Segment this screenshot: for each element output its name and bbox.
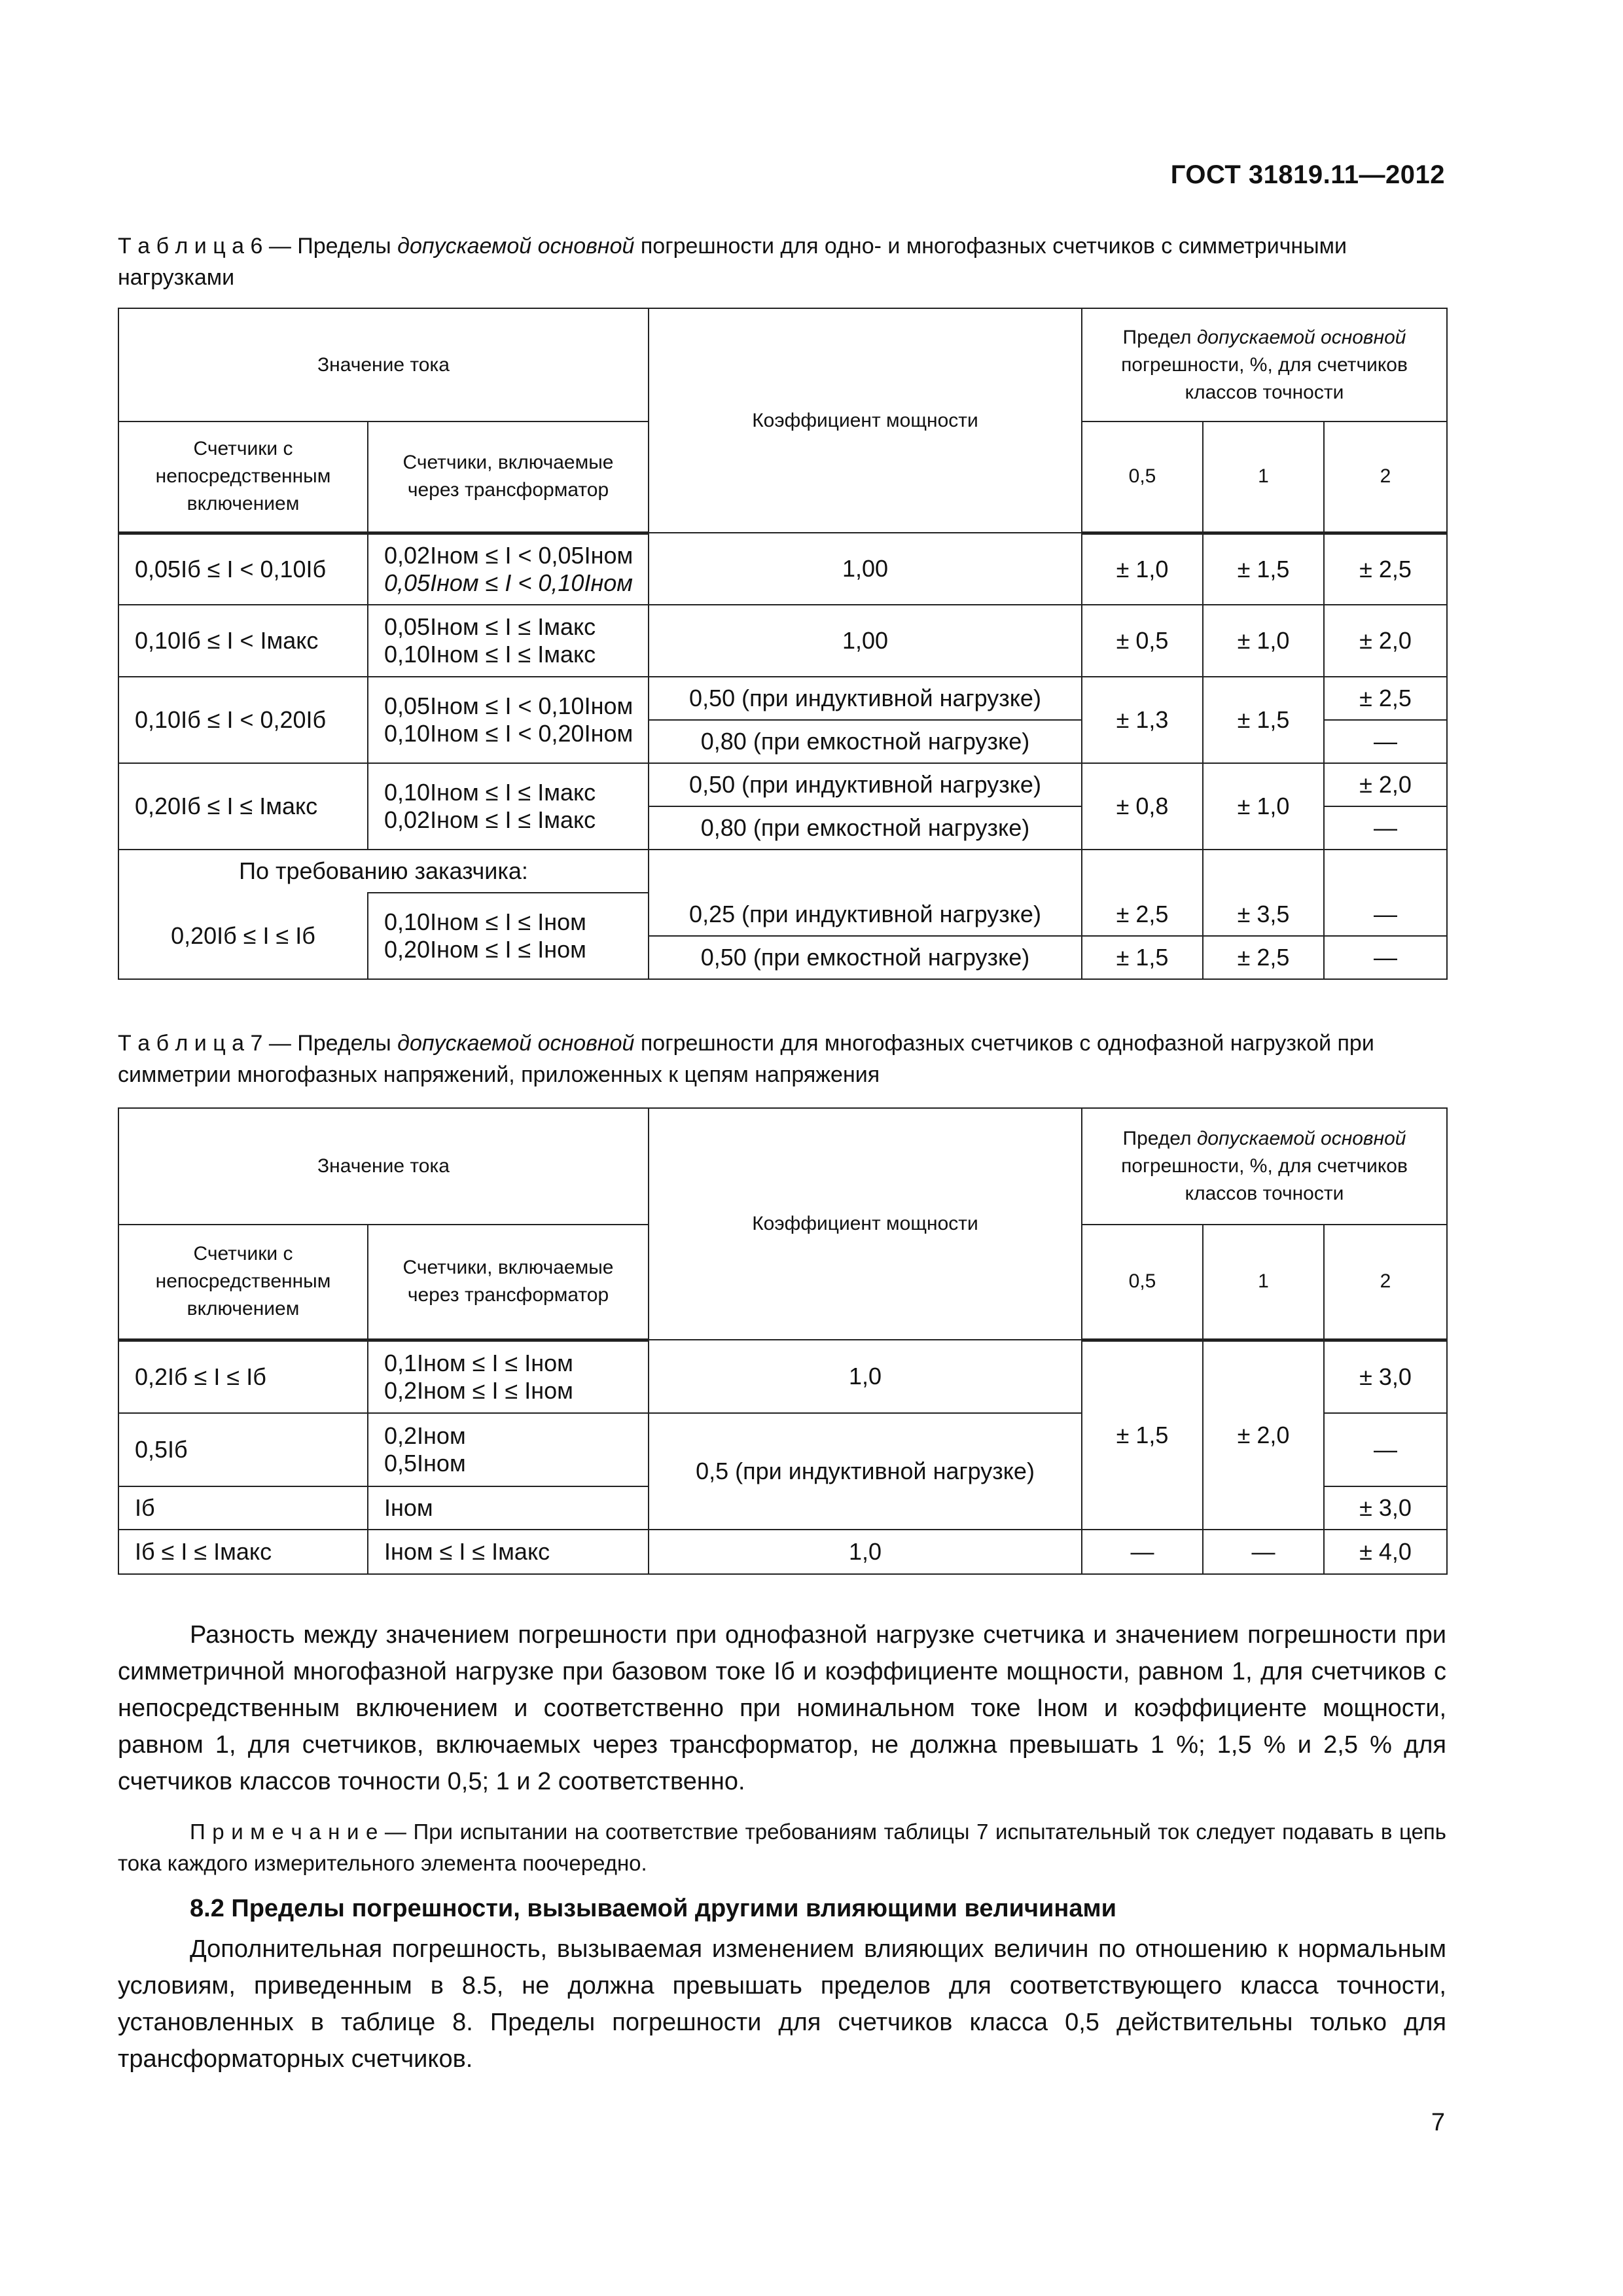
table6-caption-after: погрешности для одно- и многофазных счетчиков с симметричными нагрузками [118, 234, 1347, 290]
t7-r1-trans-b: 0,2Iном ≤ I ≤ Iном [384, 1376, 573, 1404]
t6-r2-trans-b: 0,10Iном ≤ I ≤ Iмакс [384, 641, 596, 668]
t6-r1-c2: ± 2,5 [1324, 533, 1447, 605]
t7-r3-transformer: Iном [368, 1486, 649, 1530]
t6-header-direct: Счетчики с непосредственным включением [118, 422, 368, 533]
t6-r5-c2-a: — [1324, 893, 1447, 936]
t6-r4-trans-a: 0,10Iном ≤ I ≤ Iмакс [384, 779, 596, 806]
t6-r5-pf-b: 0,50 (при емкостной нагрузке) [649, 936, 1082, 979]
t6-r1-trans-a: 0,02Iном ≤ I < 0,05Iном [384, 541, 633, 569]
t7-header-limit-italic: допускаемой основной [1196, 1128, 1406, 1149]
table6-caption-label: Т а б л и ц а 6 [118, 234, 263, 259]
t6-r3-direct: 0,10Iб ≤ I < 0,20Iб [118, 677, 368, 763]
t6-r4-c05: ± 0,8 [1082, 763, 1203, 850]
note [118, 1816, 1446, 1879]
t6-r2-c2: ± 2,0 [1324, 605, 1447, 677]
t7-r4-pf: 1,0 [649, 1530, 1082, 1574]
table6-caption-before: — Пределы [262, 234, 398, 259]
t6-r1-c05: ± 1,0 [1082, 533, 1203, 605]
t6-header-class-1: 1 [1203, 422, 1324, 533]
t6-header-transformer: Счетчики, включаемые через трансформатор [368, 422, 649, 533]
t6-r2-c05: ± 0,5 [1082, 605, 1203, 677]
t7-header-limit-2: погрешности, %, для счетчиков классов точности [1121, 1155, 1408, 1204]
t7-header-limit [1082, 1108, 1447, 1225]
note-label: П р и м е ч а н и е [190, 1820, 378, 1844]
t6-header-class-2: 2 [1324, 422, 1447, 533]
t7-header-direct: Счетчики с непосредственным включением [118, 1225, 368, 1340]
t7-r2-transformer [368, 1413, 649, 1486]
t7-r4-direct: Iб ≤ I ≤ Iмакс [118, 1530, 368, 1574]
t7-r4-c1: — [1203, 1530, 1324, 1574]
t7-header-limit-1: Предел [1122, 1128, 1197, 1149]
t7-r23-pf: 0,5 (при индуктивной нагрузке) [649, 1413, 1082, 1530]
t6-r3-c2-a: ± 2,5 [1324, 677, 1447, 720]
t6-r5-c1-a: ± 3,5 [1203, 893, 1324, 936]
t6-r4-direct: 0,20Iб ≤ I ≤ Iмакс [118, 763, 368, 850]
document-code: ГОСТ 31819.11—2012 [1170, 160, 1445, 189]
t7-c05-merged: ± 1,5 [1082, 1340, 1203, 1530]
t7-c1-merged: ± 2,0 [1203, 1340, 1324, 1530]
t6-r2-c1: ± 1,0 [1203, 605, 1324, 677]
t6-r1-transformer [368, 533, 649, 605]
t6-r3-c1: ± 1,5 [1203, 677, 1324, 763]
table7-caption-italic: допускаемой основной [397, 1031, 635, 1056]
t7-r2-trans-a: 0,2Iном [384, 1422, 466, 1449]
note-text: — При испытании на соответствие требованиям таблицы 7 испытательный ток следует подавать в цепь тока каждого измерительного элемента поочередно. [118, 1820, 1446, 1875]
t7-header-power-factor: Коэффициент мощности [649, 1108, 1082, 1340]
t6-r5-trans-b: 0,20Iном ≤ I ≤ Iном [384, 936, 586, 963]
t6-header-limit [1082, 308, 1447, 422]
t6-r2-trans-a: 0,05Iном ≤ I ≤ Iмакс [384, 613, 596, 640]
t6-r4-pf-b: 0,80 (при емкостной нагрузке) [649, 806, 1082, 850]
t6-header-power-factor: Коэффициент мощности [649, 308, 1082, 533]
t7-r2-c2: — [1324, 1413, 1447, 1486]
t6-header-class-05: 0,5 [1082, 422, 1203, 533]
t7-r4-transformer: Iном ≤ I ≤ Iмакс [368, 1530, 649, 1574]
t6-r5-blank-c2 [1324, 850, 1447, 893]
t6-r1-trans-b: 0,05Iном ≤ I < 0,10Iном [384, 569, 633, 596]
t6-r4-c2-a: ± 2,0 [1324, 763, 1447, 806]
t7-header-class-1: 1 [1203, 1225, 1324, 1340]
t6-header-limit-2: погрешности, %, для счетчиков классов точности [1121, 353, 1408, 403]
t7-header-class-2: 2 [1324, 1225, 1447, 1340]
t6-r5-blank-c05 [1082, 850, 1203, 893]
section-title: 8.2 Пределы погрешности, вызываемой другими влияющими величинами [190, 1895, 1116, 1922]
t6-r5-blank-c1 [1203, 850, 1324, 893]
t7-header-current: Значение тока [118, 1108, 649, 1225]
t6-r5-pf-a: 0,25 (при индуктивной нагрузке) [649, 893, 1082, 936]
table7-caption-label: Т а б л и ц а 7 [118, 1031, 263, 1056]
t6-r3-c2-b: — [1324, 720, 1447, 763]
t7-header-transformer: Счетчики, включаемые через трансформатор [368, 1225, 649, 1340]
t6-r5-c1-b: ± 2,5 [1203, 936, 1324, 979]
t6-r4-c2-b: — [1324, 806, 1447, 850]
table7-caption [118, 1028, 1446, 1090]
t6-r3-pf-b: 0,80 (при емкостной нагрузке) [649, 720, 1082, 763]
t7-r3-c2: ± 3,0 [1324, 1486, 1447, 1530]
t7-r1-direct: 0,2Iб ≤ I ≤ Iб [118, 1340, 368, 1413]
paragraph-difference: Разность между значением погрешности при однофазной нагрузке счетчика и значением погрешности при симметричной многофазной нагрузке при базовом токе Iб и коэффициенте мощности, равном 1, для счетчиков с непосредственным включением и соответственно при номинальном токе Iном и коэффициенте мощности, равном 1, для счетчиков, включаемых через трансформатор, не должна превышать 1 %; 1,5 % и 2,5 % для счетчиков классов точности 0,5; 1 и 2 соответственно. [118, 1621, 1446, 1795]
table7-caption-after: погрешности для многофазных счетчиков с однофазной нагрузкой при симметрии многофазных напряжений, приложенных к цепям напряжения [118, 1031, 1374, 1087]
t7-r2-trans-b: 0,5Iном [384, 1450, 466, 1477]
t6-r1-pf: 1,00 [649, 533, 1082, 605]
t6-r3-transformer [368, 677, 649, 763]
t6-r1-c1: ± 1,5 [1203, 533, 1324, 605]
t6-header-limit-1: Предел [1122, 326, 1197, 348]
t7-r3-direct: Iб [118, 1486, 368, 1530]
t6-r1-direct: 0,05Iб ≤ I < 0,10Iб [118, 533, 368, 605]
table6-caption [118, 230, 1446, 293]
t7-r1-c2: ± 3,0 [1324, 1340, 1447, 1413]
t7-r1-pf: 1,0 [649, 1340, 1082, 1413]
table6-caption-italic: допускаемой основной [397, 234, 635, 259]
t6-r5-transformer [368, 893, 649, 979]
t6-r5-trans-a: 0,10Iном ≤ I ≤ Iном [384, 908, 586, 935]
t6-r4-trans-b: 0,02Iном ≤ I ≤ Iмакс [384, 806, 596, 833]
t7-r4-c05: — [1082, 1530, 1203, 1574]
t6-r3-c05: ± 1,3 [1082, 677, 1203, 763]
t6-r5-blank-pf [649, 850, 1082, 893]
t6-r5-c05-b: ± 1,5 [1082, 936, 1203, 979]
t6-r5-c05-a: ± 2,5 [1082, 893, 1203, 936]
table6 [118, 308, 1448, 980]
t7-r1-transformer [368, 1340, 649, 1413]
t6-r5-c2-b: — [1324, 936, 1447, 979]
t7-r2-direct: 0,5Iб [118, 1413, 368, 1486]
table7-caption-before: — Пределы [262, 1031, 398, 1056]
paragraph-additional-error: Дополнительная погрешность, вызываемая изменением влияющих величин по отношению к нормальным условиям, приведенным в 8.5, не должна превышать пределов для соответствующего класса точности, установленных в таблице 8. Пределы погрешности для счетчиков класса 0,5 действительны только для трансформаторных счетчиков. [118, 1935, 1446, 2073]
t6-r4-transformer [368, 763, 649, 850]
t6-r5-direct: 0,20Iб ≤ I ≤ Iб [118, 893, 368, 979]
t6-r5-request: По требованию заказчика: [118, 850, 649, 893]
t6-r3-trans-b: 0,10Iном ≤ I < 0,20Iном [384, 720, 633, 747]
t6-header-limit-italic: допускаемой основной [1196, 326, 1406, 348]
t6-r3-trans-a: 0,05Iном ≤ I < 0,10Iном [384, 692, 633, 719]
t6-r2-pf: 1,00 [649, 605, 1082, 677]
t6-r3-pf-a: 0,50 (при индуктивной нагрузке) [649, 677, 1082, 720]
page-number: 7 [1431, 2109, 1445, 2136]
t6-r4-pf-a: 0,50 (при индуктивной нагрузке) [649, 763, 1082, 806]
t7-r4-c2: ± 4,0 [1324, 1530, 1447, 1574]
t6-r2-direct: 0,10Iб ≤ I < Iмакс [118, 605, 368, 677]
table7 [118, 1107, 1448, 1575]
t7-r1-trans-a: 0,1Iном ≤ I ≤ Iном [384, 1349, 573, 1376]
t6-r2-transformer [368, 605, 649, 677]
t7-header-class-05: 0,5 [1082, 1225, 1203, 1340]
t6-r4-c1: ± 1,0 [1203, 763, 1324, 850]
t6-header-current: Значение тока [118, 308, 649, 422]
